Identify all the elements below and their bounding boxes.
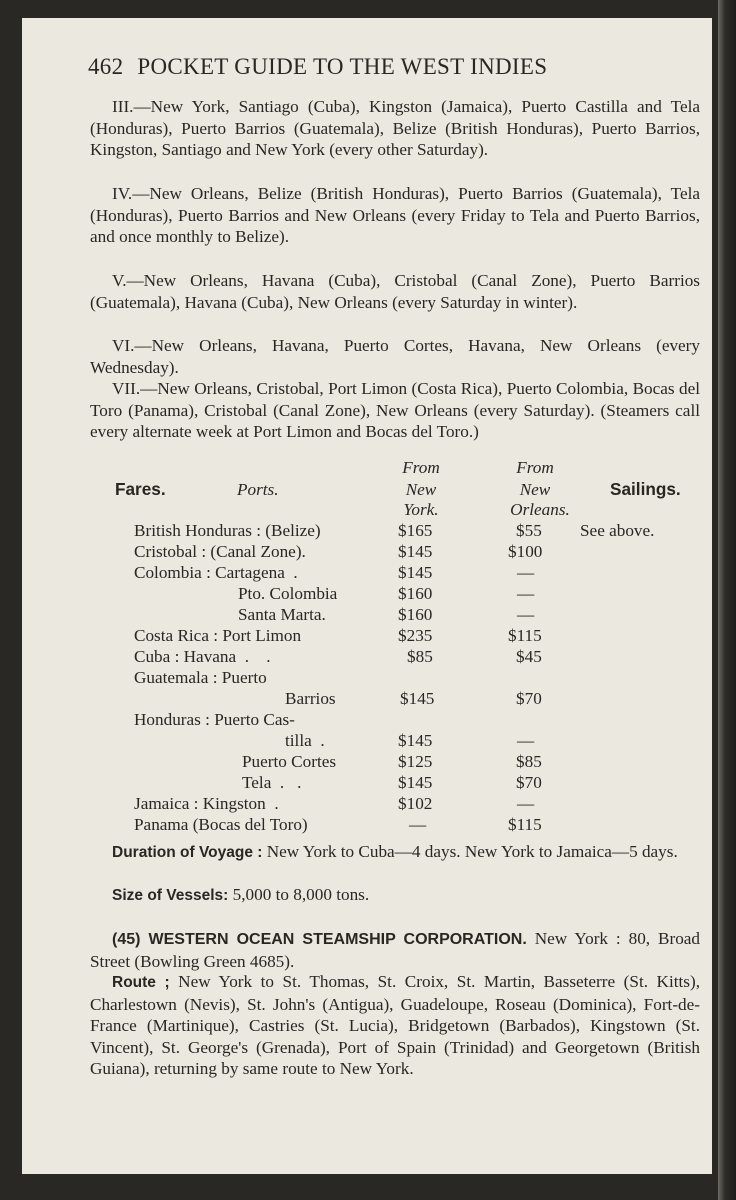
fare-port: Panama (Bocas del Toro) [134, 815, 308, 834]
fare-ny: $165 [398, 521, 433, 540]
duration-label: Duration of Voyage : [112, 844, 263, 861]
fare-no: $45 [516, 647, 542, 666]
size-para [90, 884, 700, 907]
fare-no: $85 [516, 752, 542, 771]
fare-port: Santa Marta. [238, 605, 326, 624]
fare-ny: $160 [398, 584, 433, 603]
fare-no: — [517, 563, 535, 582]
page-number: 462 [88, 54, 124, 79]
size-text: 5,000 to 8,000 tons. [232, 885, 370, 904]
fare-no: $70 [516, 773, 542, 792]
fare-no: $115 [508, 815, 542, 834]
book-spine-edge [718, 0, 736, 1200]
duration-para [90, 841, 700, 864]
western-address: New York : 80, Broad Street (Bowling Green 4685). [90, 929, 701, 971]
fare-port: Jamaica : Kingston . [134, 794, 279, 813]
fare-port: Cristobal : (Canal Zone). [134, 542, 306, 561]
fare-port: tilla . [285, 731, 325, 750]
fare-ny: $145 [398, 542, 433, 561]
fare-ny: $145 [400, 689, 435, 708]
fare-no: $115 [508, 626, 542, 645]
fare-ny: — [409, 815, 427, 834]
western-route-para [90, 971, 700, 1080]
fares-label: Fares. [115, 479, 166, 499]
fare-port: Honduras : Puerto Cas- [134, 710, 295, 729]
fare-no: $55 [516, 521, 542, 540]
route-v [90, 270, 700, 313]
col-orleans: Orleans. [510, 500, 570, 519]
western-ocean-para [90, 928, 700, 972]
fare-port: Barrios [285, 689, 336, 708]
route-iii-text: III.—New York, Santiago (Cuba), Kingston (Jamaica), Puerto Castilla and Tela (Honduras), Puerto Barrios (Guatemala), Belize (British Honduras), Puerto Barrios, Kingston, Santiago and New York (every other Saturday). [90, 97, 700, 160]
route-iii [90, 96, 700, 161]
col-new-no: New [519, 480, 551, 499]
col-from-no: From [516, 458, 554, 477]
route-label: Route ; [112, 974, 170, 991]
fare-no: — [517, 731, 535, 750]
ports-label: Ports. [237, 480, 279, 499]
fare-port: Cuba : Havana . . [134, 647, 271, 666]
fare-no: $100 [508, 542, 543, 561]
fare-ny: $235 [398, 626, 433, 645]
fare-ny: $85 [407, 647, 433, 666]
fare-sailings: See above. [580, 521, 655, 540]
route-vii-text: VII.—New Orleans, Cristobal, Port Limon (Costa Rica), Puerto Colombia, Bocas del Toro (Panama), Cristobal (Canal Zone), New Orleans (every Saturday). (Steamers call every alternate week at Port Limon and Bocas del Toro.) [90, 379, 700, 442]
fare-ny: $145 [398, 563, 433, 582]
fare-port: Tela . . [242, 773, 302, 792]
running-title: POCKET GUIDE TO THE WEST INDIES [137, 54, 548, 79]
page-header [88, 54, 698, 80]
duration-text: New York to Cuba—4 days. New York to Jamaica—5 days. [266, 842, 678, 861]
fare-no: — [517, 605, 535, 624]
fare-ny: $160 [398, 605, 433, 624]
fare-port: Guatemala : Puerto [134, 668, 267, 687]
fare-ny: $145 [398, 773, 433, 792]
route-vi-text: VI.—New Orleans, Havana, Puerto Cortes, Havana, New Orleans (every Wednesday). [90, 336, 700, 377]
fare-no: — [517, 794, 535, 813]
size-label: Size of Vessels: [112, 887, 229, 904]
fare-port: Colombia : Cartagena . [134, 563, 298, 582]
fare-ny: $102 [398, 794, 433, 813]
route-vi [90, 335, 700, 378]
col-from-ny: From [402, 458, 440, 477]
col-york: York. [403, 500, 439, 519]
col-new-ny: New [405, 480, 437, 499]
route-text: New York to St. Thomas, St. Croix, St. Martin, Basseterre (St. Kitts), Charlestown (Nevis), St. John's (Antigua), Guadeloupe, Roseau (Dominica), Fort-de-France (Martinique), Castries (St. Lucia), Bridgetown (Barbados), Kingstown (St. Vincent), St. George's (Grenada), Port of Spain (Trinidad) and Georgetown (British Guiana), returning by same route to New York. [90, 972, 700, 1079]
fare-port: British Honduras : (Belize) [134, 521, 321, 540]
fare-port: Puerto Cortes [242, 752, 337, 771]
fare-no: — [517, 584, 535, 603]
sailings-label: Sailings. [610, 479, 681, 499]
western-title: (45) WESTERN OCEAN STEAMSHIP CORPORATION. [112, 931, 527, 948]
route-v-text: V.—New Orleans, Havana (Cuba), Cristobal (Canal Zone), Puerto Barrios (Guatemala), Havana (Cuba), New Orleans (every Saturday in winter). [90, 271, 700, 312]
fare-port: Costa Rica : Port Limon [134, 626, 302, 645]
fare-ny: $125 [398, 752, 433, 771]
book-page [22, 18, 712, 1174]
fare-port: Pto. Colombia [238, 584, 338, 603]
route-iv [90, 183, 700, 248]
fare-no: $70 [516, 689, 542, 708]
fare-ny: $145 [398, 731, 433, 750]
route-vii [90, 378, 700, 443]
route-iv-text: IV.—New Orleans, Belize (British Honduras), Puerto Barrios (Guatemala), Tela (Honduras), Puerto Barrios and New Orleans (every Friday to Tela and Puerto Barrios, and once monthly to Belize). [90, 184, 700, 247]
